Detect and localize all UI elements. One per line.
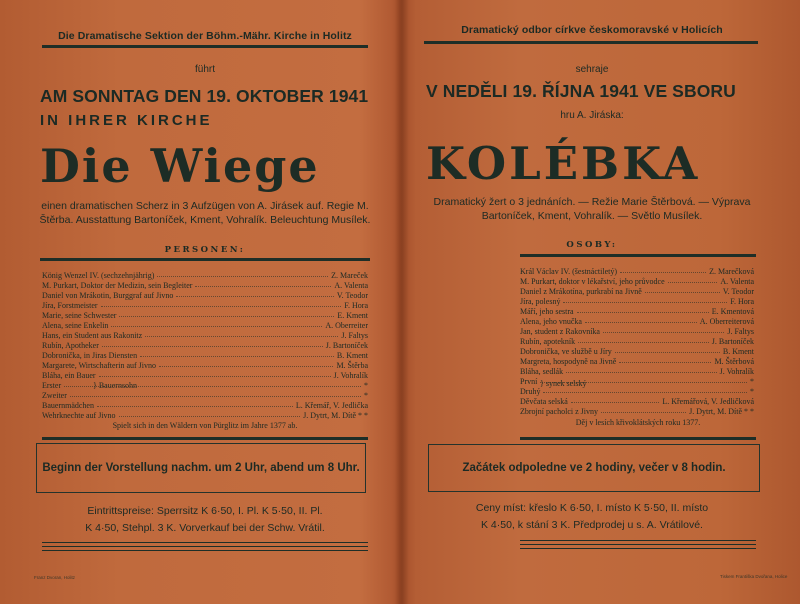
german-bauer-label: Bauernsohn (98, 381, 138, 390)
german-top-rule (42, 45, 368, 48)
cast-role: M. Purkart, doktor v lékařství, jeho průvodce (520, 277, 665, 286)
cast-row (42, 409, 368, 420)
czech-prices (424, 500, 760, 534)
czech-bottom-rule-2 (520, 544, 756, 545)
cast-role: Margreta, hospodyně na Jivně (520, 357, 617, 366)
german-description (38, 200, 372, 227)
german-date-line: AM SONNTAG DEN 19. OKTOBER 1941 (40, 86, 369, 106)
cast-role: Jíra, polesný (520, 297, 561, 306)
german-printer: Franz Dvoran, Holitz (34, 575, 76, 580)
cast-actor: V. Teodor (336, 291, 368, 300)
cast-actor: B. Kment (336, 351, 368, 360)
cast-role: Margarete, Wirtschafterin auf Jivno (42, 361, 157, 370)
cast-leader-dots (603, 332, 724, 333)
german-presents: führt (194, 64, 215, 75)
cast-role: Alena, seine Enkelin (42, 321, 109, 330)
cast-role: Jan, student z Rakovníka (520, 327, 600, 336)
cast-role: Bauernmädchen (42, 401, 94, 410)
cast-actor: * (364, 391, 368, 400)
cast-actor: J. Bartoníček (325, 341, 368, 350)
cast-actor: L. Křemář, V. Jedlička (295, 401, 368, 410)
german-bottom-rule-1 (42, 542, 368, 543)
cast-role: Marie, seine Schwester (42, 311, 117, 320)
german-title: Die Wiege (40, 139, 320, 193)
cast-leader-dots (111, 326, 322, 327)
cast-actor: Z. Mareček (331, 271, 368, 280)
cast-actor: J. Vohralík (719, 367, 754, 376)
cast-actor: J. Bartoníček (711, 337, 754, 346)
cast-role: Wehrknechte auf Jivno (42, 411, 116, 420)
german-description-line-1: einen dramatischen Scherz in 3 Aufzügen von A. Jirásek auf. Regie M. (41, 200, 369, 212)
brace-glyph: } (540, 379, 544, 388)
cast-leader-dots (97, 406, 293, 407)
german-cast-heading: PERSONEN: (164, 245, 246, 255)
cast-leader-dots (571, 402, 660, 403)
czech-start-box: Začátek odpoledne ve 2 hodiny, večer v 8 hodin. (428, 444, 760, 492)
cast-actor: * (750, 387, 754, 396)
cast-role: König Wenzel IV. (sechzehnjährig) (42, 271, 155, 280)
cast-leader-dots (99, 376, 331, 377)
german-prices (38, 503, 372, 537)
cast-role: Hans, ein Student aus Rakonitz (42, 331, 143, 340)
cast-leader-dots (563, 302, 727, 303)
czech-title: KOLÉBKA (426, 137, 701, 190)
cast-actor: M. Štěrba (336, 361, 368, 370)
cast-actor: J. Faltys (341, 331, 368, 340)
cast-leader-dots (140, 356, 334, 357)
czech-date-line: V NEDĚLI 19. ŘÍJNA 1941 VE SBORU (426, 81, 736, 101)
cast-leader-dots (159, 366, 333, 367)
cast-leader-dots (157, 276, 328, 277)
cast-role: Zbrojní pacholci z Jivny (520, 407, 598, 416)
czech-top-rule (424, 41, 758, 44)
cast-role: Daniel von Mrákotin, Burggraf auf Jivno (42, 291, 174, 300)
cast-role: První (520, 377, 538, 386)
german-setting: Spielt sich in den Wäldern von Pürglitz im Jahre 1377 ab. (112, 421, 298, 430)
czech-syn-label: synek selský (545, 379, 587, 388)
german-bottom-rule-2 (42, 546, 368, 547)
cast-leader-dots (578, 342, 709, 343)
cast-actor: A. Valenta (720, 277, 754, 286)
german-cast-rule (40, 258, 370, 261)
cast-role: Jíra, Forstmeister (42, 301, 98, 310)
cast-leader-dots (176, 296, 333, 297)
cast-leader-dots (101, 306, 342, 307)
cast-actor: E. Kment (337, 311, 368, 320)
cast-actor: J. Dytrt, M. Dítě * * (689, 407, 754, 416)
czech-author-line: hru A. Jiráska: (560, 110, 624, 121)
czech-printer: Tiskem Františka Dvořana, Holice (720, 574, 788, 579)
cast-actor: J. Dytrt, M. Dítě * * (303, 411, 368, 420)
czech-prices-line-2: K 4·50, k stání 3 K. Předprodej u s. A. Vrátilové. (481, 519, 703, 531)
german-setting-rule (42, 437, 368, 440)
cast-role: Bláha, sedlák (520, 367, 564, 376)
cast-leader-dots (620, 272, 706, 273)
cast-role: Rubín, apotekník (520, 337, 576, 346)
cast-leader-dots (195, 286, 331, 287)
cast-role: Zweiter (42, 391, 67, 400)
czech-cast-list (520, 265, 754, 415)
czech-setting-rule (520, 437, 756, 440)
czech-description-line-1: Dramatický žert o 3 jednáních. — Režie Marie Štěrbová. — Výprava (433, 196, 751, 208)
center-fold (395, 0, 409, 604)
czech-presents: sehraje (575, 64, 609, 75)
cast-actor: * (750, 377, 754, 386)
german-prices-line-2: K 4·50, Stehpl. 3 K. Vorverkauf bei der Schw. Vrátil. (85, 522, 325, 534)
czech-bottom-rule-1 (520, 540, 756, 541)
cast-leader-dots (668, 282, 718, 283)
german-prices-line-1: Eintrittspreise: Sperrsitz K 6·50, I. Pl. K 5·50, II. Pl. (87, 505, 323, 517)
cast-leader-dots (145, 336, 338, 337)
cast-role: Máří, jeho sestra (520, 307, 574, 316)
cast-role: Alena, jeho vnučka (520, 317, 582, 326)
german-organizer: Die Dramatische Sektion der Böhm.-Mähr. Kirche in Holitz (58, 30, 352, 42)
czech-cast-heading: OSOBY: (566, 240, 618, 250)
czech-description-line-2: Bartoníček, Kment, Vohralík. — Světlo Musílek. (481, 209, 703, 222)
cast-actor: * (364, 381, 368, 390)
cast-leader-dots (119, 416, 301, 417)
cast-leader-dots (615, 352, 720, 353)
cast-actor: A. Valenta (334, 281, 368, 290)
cast-leader-dots (119, 316, 334, 317)
cast-actor: L. Křemářová, V. Jedličková (662, 397, 754, 406)
cast-actor: J. Vohralík (333, 371, 368, 380)
cast-actor: Z. Marečková (709, 267, 754, 276)
german-venue-line: IN IHRER KIRCHE (40, 112, 213, 129)
czech-prices-line-1: Ceny míst: křeslo K 6·50, I. místo K 5·50, II. místo (475, 502, 709, 514)
cast-role: Král Václav IV. (šestnáctiletý) (520, 267, 618, 276)
cast-actor: A. Oberreiterová (699, 317, 754, 326)
cast-leader-dots (566, 372, 717, 373)
cast-role: Děvčata selská (520, 397, 568, 406)
czech-description (424, 196, 760, 223)
cast-actor: M. Štěrbová (714, 357, 754, 366)
cast-actor: V. Teodor (722, 287, 754, 296)
cast-role: Bláha, ein Bauer (42, 371, 96, 380)
cast-role: Dobronička, in Jiras Diensten (42, 351, 138, 360)
german-cast-list (42, 269, 368, 419)
cast-leader-dots (577, 312, 709, 313)
cast-role: Erster (42, 381, 62, 390)
cast-role: Daniel z Mrákotína, purkrabí na Jivně (520, 287, 642, 296)
cast-actor: F. Hora (730, 297, 754, 306)
czech-organizer: Dramatický odbor církve českomoravské v Holicích (461, 24, 723, 36)
cast-leader-dots (102, 346, 323, 347)
cast-actor: J. Faltys (727, 327, 754, 336)
cast-actor: A. Oberreiter (325, 321, 368, 330)
german-bottom-rule-3 (42, 550, 368, 551)
cast-actor: B. Kment (722, 347, 754, 356)
brace-glyph: } (93, 381, 97, 390)
czech-setting: Děj v lesích křivoklátských roku 1377. (575, 418, 701, 427)
cast-role: Druhý (520, 387, 541, 396)
cast-role: Dobronička, ve službě u Jíry (520, 347, 612, 356)
cast-row (520, 405, 754, 416)
cast-leader-dots (601, 412, 686, 413)
cast-leader-dots (585, 322, 697, 323)
czech-cast-rule (520, 254, 756, 257)
czech-syn-brace (540, 379, 587, 388)
cast-leader-dots (70, 396, 361, 397)
cast-actor: F. Hora (344, 301, 368, 310)
cast-leader-dots (619, 362, 711, 363)
german-bauer-brace (93, 381, 137, 390)
cast-role: M. Purkart, Doktor der Medizin, sein Begleiter (42, 281, 193, 290)
german-description-line-2: Štěrba. Ausstattung Bartoníček, Kment, Vohralík. Beleuchtung Musílek. (39, 213, 371, 226)
cast-leader-dots (645, 292, 720, 293)
cast-role: Rubín, Apotheker (42, 341, 99, 350)
cast-actor: E. Kmentová (711, 307, 754, 316)
czech-bottom-rule-3 (520, 548, 756, 549)
cast-leader-dots (543, 392, 747, 393)
german-start-box: Beginn der Vorstellung nachm. um 2 Uhr, abend um 8 Uhr. (36, 443, 366, 493)
